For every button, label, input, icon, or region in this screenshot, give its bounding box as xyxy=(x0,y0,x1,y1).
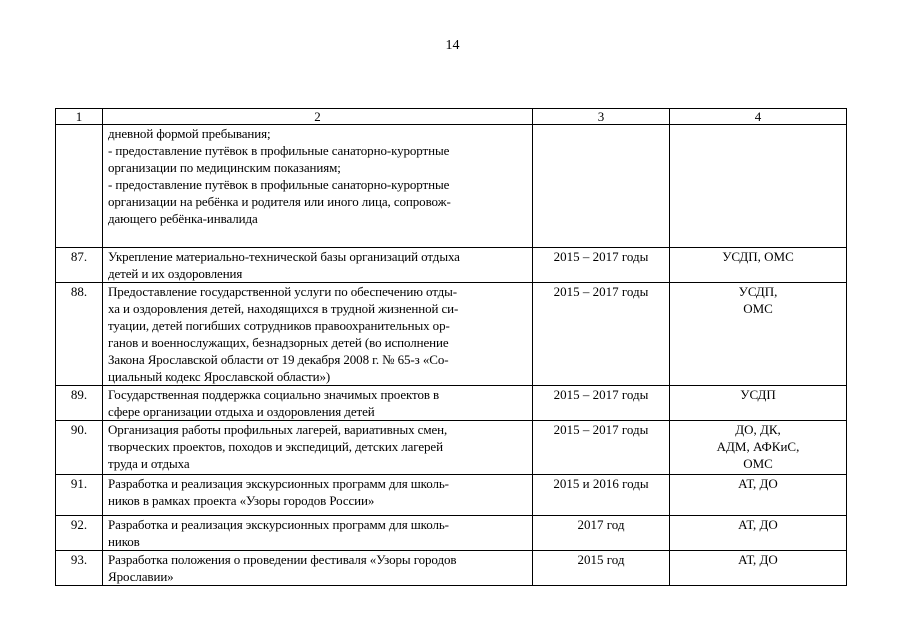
row-number: 91. xyxy=(56,475,103,516)
executor-cell xyxy=(670,125,847,248)
measure-text-line: сфере организации отдыха и оздоровления детей xyxy=(108,404,375,419)
measure-cell xyxy=(103,516,533,551)
page-number: 14 xyxy=(445,38,460,53)
measure-text-line: Укрепление материально-технической базы организаций отдыха xyxy=(108,249,460,264)
executor-cell xyxy=(670,551,847,586)
measure-text-line: - предоставление путёвок в профильные санаторно-курортные xyxy=(108,143,450,158)
table-row xyxy=(56,551,847,586)
row-number: 88. xyxy=(56,283,103,386)
measure-text-line: Организация работы профильных лагерей, вариативных смен, xyxy=(108,422,448,437)
table-row xyxy=(56,475,847,516)
table-row xyxy=(56,283,847,386)
measure-text-line: Ярославии» xyxy=(108,569,174,584)
measure-text-line: Государственная поддержка социально значимых проектов в xyxy=(108,387,440,402)
measure-text-line: ха и оздоровления детей, находящихся в трудной жизненной си- xyxy=(108,301,459,316)
measure-text-line: организации по медицинским показаниям; xyxy=(108,160,341,175)
executor-line: АДМ, АФКиС, xyxy=(716,439,800,454)
measure-text-line: циальный кодекс Ярославской области») xyxy=(108,369,331,384)
row-number: 93. xyxy=(56,551,103,586)
measure-cell xyxy=(103,248,533,283)
measure-text-line: туации, детей погибших сотрудников правоохранительных ор- xyxy=(108,318,450,333)
period-cell: 2015 год xyxy=(533,551,670,586)
executor-cell xyxy=(670,386,847,421)
row-number-cell xyxy=(56,125,103,248)
measure-cell xyxy=(103,551,533,586)
measure-text-line: ганов и военнослужащих, безнадзорных детей (во исполнение xyxy=(108,335,449,350)
measure-text-line: дневной формой пребывания; xyxy=(108,126,271,141)
measure-text-line: Разработка и реализация экскурсионных программ для школь- xyxy=(108,517,449,532)
measure-text-line: Закона Ярославской области от 19 декабря 2008 г. № 65-з «Со- xyxy=(108,352,449,367)
period-cell: 2015 – 2017 годы xyxy=(533,248,670,283)
row-number: 90. xyxy=(56,421,103,475)
column-number-2: 2 xyxy=(103,109,533,125)
measure-cell xyxy=(103,421,533,475)
executor-line: УСДП, ОМС xyxy=(722,249,794,264)
period-cell xyxy=(533,125,670,248)
measure-text-line: Разработка и реализация экскурсионных программ для школь- xyxy=(108,476,449,491)
measure-text-line: творческих проектов, походов и экспедиций, детских лагерей xyxy=(108,439,443,454)
column-number-3: 3 xyxy=(533,109,670,125)
row-number: 87. xyxy=(56,248,103,283)
executor-cell xyxy=(670,516,847,551)
measure-cell xyxy=(103,386,533,421)
executor-line: АТ, ДО xyxy=(738,476,778,491)
measure-cell xyxy=(103,475,533,516)
measure-cell xyxy=(103,283,533,386)
executor-cell xyxy=(670,421,847,475)
table-row xyxy=(56,386,847,421)
executor-cell xyxy=(670,283,847,386)
measure-text-line: Предоставление государственной услуги по обеспечению отды- xyxy=(108,284,457,299)
table-row xyxy=(56,516,847,551)
table-row xyxy=(56,248,847,283)
measure-text-line: Разработка положения о проведении фестиваля «Узоры городов xyxy=(108,552,457,567)
period-cell: 2015 – 2017 годы xyxy=(533,283,670,386)
executor-line: УСДП, xyxy=(738,284,778,299)
measure-text-line: организации на ребёнка и родителя или иного лица, сопровож- xyxy=(108,194,451,209)
executor-line: ОМС xyxy=(743,301,773,316)
measure-text-line: дающего ребёнка-инвалида xyxy=(108,211,258,226)
executor-cell xyxy=(670,248,847,283)
executor-line: АТ, ДО xyxy=(738,517,778,532)
row-number: 89. xyxy=(56,386,103,421)
executor-line: ДО, ДК, xyxy=(735,422,781,437)
period-cell: 2015 – 2017 годы xyxy=(533,386,670,421)
column-number-1: 1 xyxy=(56,109,103,125)
continuation-row xyxy=(56,125,847,248)
column-number-4: 4 xyxy=(670,109,847,125)
measures-table xyxy=(55,108,847,586)
period-cell: 2017 год xyxy=(533,516,670,551)
executor-cell xyxy=(670,475,847,516)
period-cell: 2015 – 2017 годы xyxy=(533,421,670,475)
table-row xyxy=(56,421,847,475)
executor-line: АТ, ДО xyxy=(738,552,778,567)
measure-text-line: труда и отдыха xyxy=(108,456,190,471)
measure-text-line: - предоставление путёвок в профильные санаторно-курортные xyxy=(108,177,450,192)
measure-text-line: ников в рамках проекта «Узоры городов России» xyxy=(108,493,375,508)
measure-text-line: детей и их оздоровления xyxy=(108,266,243,281)
table-header-row xyxy=(56,109,847,125)
row-number: 92. xyxy=(56,516,103,551)
measure-text-line: ников xyxy=(108,534,140,549)
period-cell: 2015 и 2016 годы xyxy=(533,475,670,516)
measure-cell xyxy=(103,125,533,248)
executor-line: ОМС xyxy=(743,456,773,471)
executor-line: УСДП xyxy=(740,387,776,402)
